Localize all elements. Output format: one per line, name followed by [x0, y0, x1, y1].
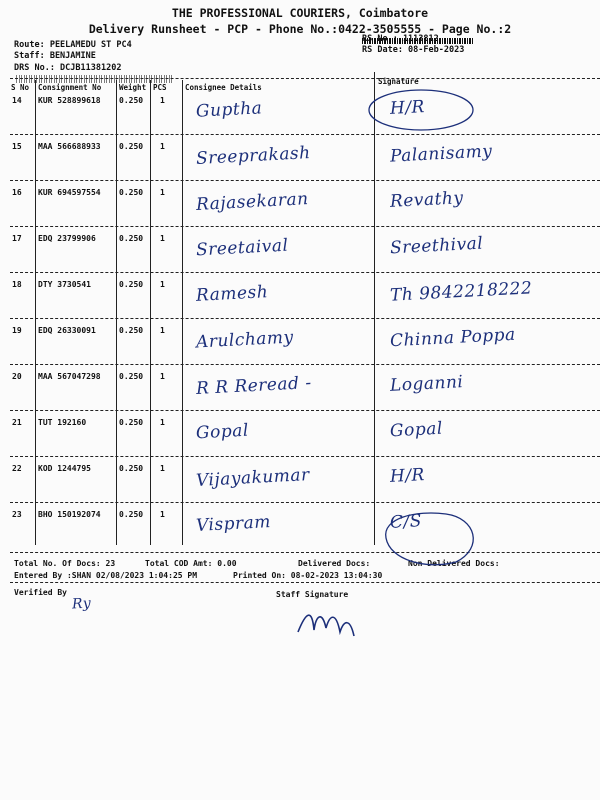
- row-consignment: MAA 566688933: [38, 142, 101, 151]
- row-separator: [10, 456, 600, 457]
- printed-on: Printed On: 08-02-2023 13:04:30: [233, 571, 383, 580]
- row-sno: 14: [12, 96, 22, 105]
- row-signature-handwriting: H/R: [389, 97, 426, 119]
- row-weight: 0.250: [119, 418, 144, 427]
- entered-by: Entered By :SHAN 02/08/2023 1:04:25 PM: [14, 571, 198, 580]
- row-signature-handwriting: Palanisamy: [389, 141, 493, 167]
- row-consignment: KUR 528899618: [38, 96, 101, 105]
- total-cod: Total COD Amt: 0.00: [145, 559, 237, 568]
- row-consignment: EDQ 23799906: [38, 234, 96, 243]
- col-weight: Weight: [119, 83, 147, 92]
- row-signature-handwriting: H/R: [389, 465, 426, 487]
- row-weight: 0.250: [119, 510, 144, 519]
- col-signature: Signature: [378, 77, 419, 86]
- row-weight: 0.250: [119, 96, 144, 105]
- row-weight: 0.250: [119, 464, 144, 473]
- row-consignee-handwriting: R R Reread -: [195, 372, 313, 400]
- header-top-rule: [10, 78, 600, 79]
- row-consignee-handwriting: Gopal: [195, 420, 250, 444]
- row-pcs: 1: [160, 234, 165, 243]
- col-divider: [150, 80, 151, 545]
- row-weight: 0.250: [119, 326, 144, 335]
- row-sno: 17: [12, 234, 22, 243]
- runsheet-subtitle: Delivery Runsheet - PCP - Phone No.:0422-3505555 - Page No.:2: [88, 22, 512, 36]
- row-consignee-handwriting: Ramesh: [195, 282, 269, 306]
- delivered-docs: Delivered Docs:: [298, 559, 371, 568]
- row-consignee-handwriting: Sreeprakash: [195, 143, 312, 169]
- verified-by: Verified By: [14, 588, 67, 597]
- row-sno: 16: [12, 188, 22, 197]
- row-sno: 21: [12, 418, 22, 427]
- col-divider: [116, 80, 117, 545]
- row-signature-handwriting: C/S: [389, 511, 423, 533]
- col-divider: [35, 80, 36, 545]
- row-consignment: MAA 567047298: [38, 372, 101, 381]
- row-consignment: KOD 1244795: [38, 464, 91, 473]
- row-consignee-handwriting: Arulchamy: [195, 327, 295, 353]
- row-separator: [10, 364, 600, 365]
- staff-signature-scribble: [292, 602, 362, 642]
- row-sno: 23: [12, 510, 22, 519]
- row-weight: 0.250: [119, 372, 144, 381]
- rs-date: RS Date: 08-Feb-2023: [362, 45, 465, 55]
- row-sno: 22: [12, 464, 22, 473]
- row-separator: [10, 180, 600, 181]
- row-pcs: 1: [160, 464, 165, 473]
- row-sno: 19: [12, 326, 22, 335]
- col-consignment: Consignment No: [38, 83, 102, 92]
- row-separator: [10, 226, 600, 227]
- col-divider: [374, 72, 375, 545]
- row-consignment: DTY 3730541: [38, 280, 91, 289]
- non-delivered-docs: Non Delivered Docs:: [408, 559, 500, 568]
- signature-circle: [366, 86, 476, 134]
- row-pcs: 1: [160, 418, 165, 427]
- row-signature-handwriting: Chinna Poppa: [389, 324, 517, 352]
- row-separator: [10, 318, 600, 319]
- company-title: THE PROFESSIONAL COURIERS, Coimbatore: [171, 6, 429, 20]
- footer-rule: [10, 552, 600, 553]
- row-signature-handwriting: Gopal: [389, 418, 444, 442]
- row-consignment: EDQ 26330091: [38, 326, 96, 335]
- col-divider: [182, 80, 183, 545]
- signature-circle: [376, 508, 486, 570]
- row-separator: [10, 502, 600, 503]
- row-signature-handwriting: Th 9842218222: [389, 278, 533, 306]
- row-pcs: 1: [160, 280, 165, 289]
- row-sno: 20: [12, 372, 22, 381]
- row-consignee-handwriting: Sreetaival: [195, 235, 289, 261]
- row-pcs: 1: [160, 188, 165, 197]
- drs-number: DRS No.: DCJB11381202: [14, 63, 122, 73]
- row-separator: [10, 134, 600, 135]
- verified-signature: Ry: [71, 595, 92, 613]
- staff-signature-label: Staff Signature: [276, 590, 349, 599]
- row-pcs: 1: [160, 326, 165, 335]
- row-consignee-handwriting: Vispram: [195, 512, 272, 536]
- row-weight: 0.250: [119, 280, 144, 289]
- row-consignee-handwriting: Vijayakumar: [195, 465, 311, 491]
- row-signature-handwriting: Revathy: [389, 188, 464, 212]
- row-consignee-handwriting: Rajasekaran: [195, 189, 310, 215]
- row-pcs: 1: [160, 96, 165, 105]
- total-docs: Total No. Of Docs: 23: [14, 559, 116, 568]
- row-weight: 0.250: [119, 234, 144, 243]
- rs-number: RS No.: 1113812: [362, 34, 439, 44]
- staff-label: Staff: BENJAMINE: [14, 51, 96, 61]
- row-consignment: TUT 192160: [38, 418, 87, 427]
- route-label: Route: PEELAMEDU ST PC4: [14, 40, 132, 50]
- row-separator: [10, 410, 600, 411]
- row-consignment: KUR 694597554: [38, 188, 101, 197]
- row-pcs: 1: [160, 510, 165, 519]
- col-pcs: PCS: [153, 83, 167, 92]
- row-signature-handwriting: Sreethival: [389, 233, 484, 259]
- row-weight: 0.250: [119, 142, 144, 151]
- footer-bottom-rule: [10, 582, 600, 583]
- row-sno: 15: [12, 142, 22, 151]
- col-details: Consignee Details: [185, 83, 262, 92]
- row-sno: 18: [12, 280, 22, 289]
- row-separator: [10, 272, 600, 273]
- row-weight: 0.250: [119, 188, 144, 197]
- row-signature-handwriting: Loganni: [389, 372, 464, 396]
- row-pcs: 1: [160, 142, 165, 151]
- row-consignee-handwriting: Guptha: [195, 98, 263, 122]
- row-pcs: 1: [160, 372, 165, 381]
- col-sno: S No: [11, 83, 30, 92]
- row-consignment: BHO 150192074: [38, 510, 101, 519]
